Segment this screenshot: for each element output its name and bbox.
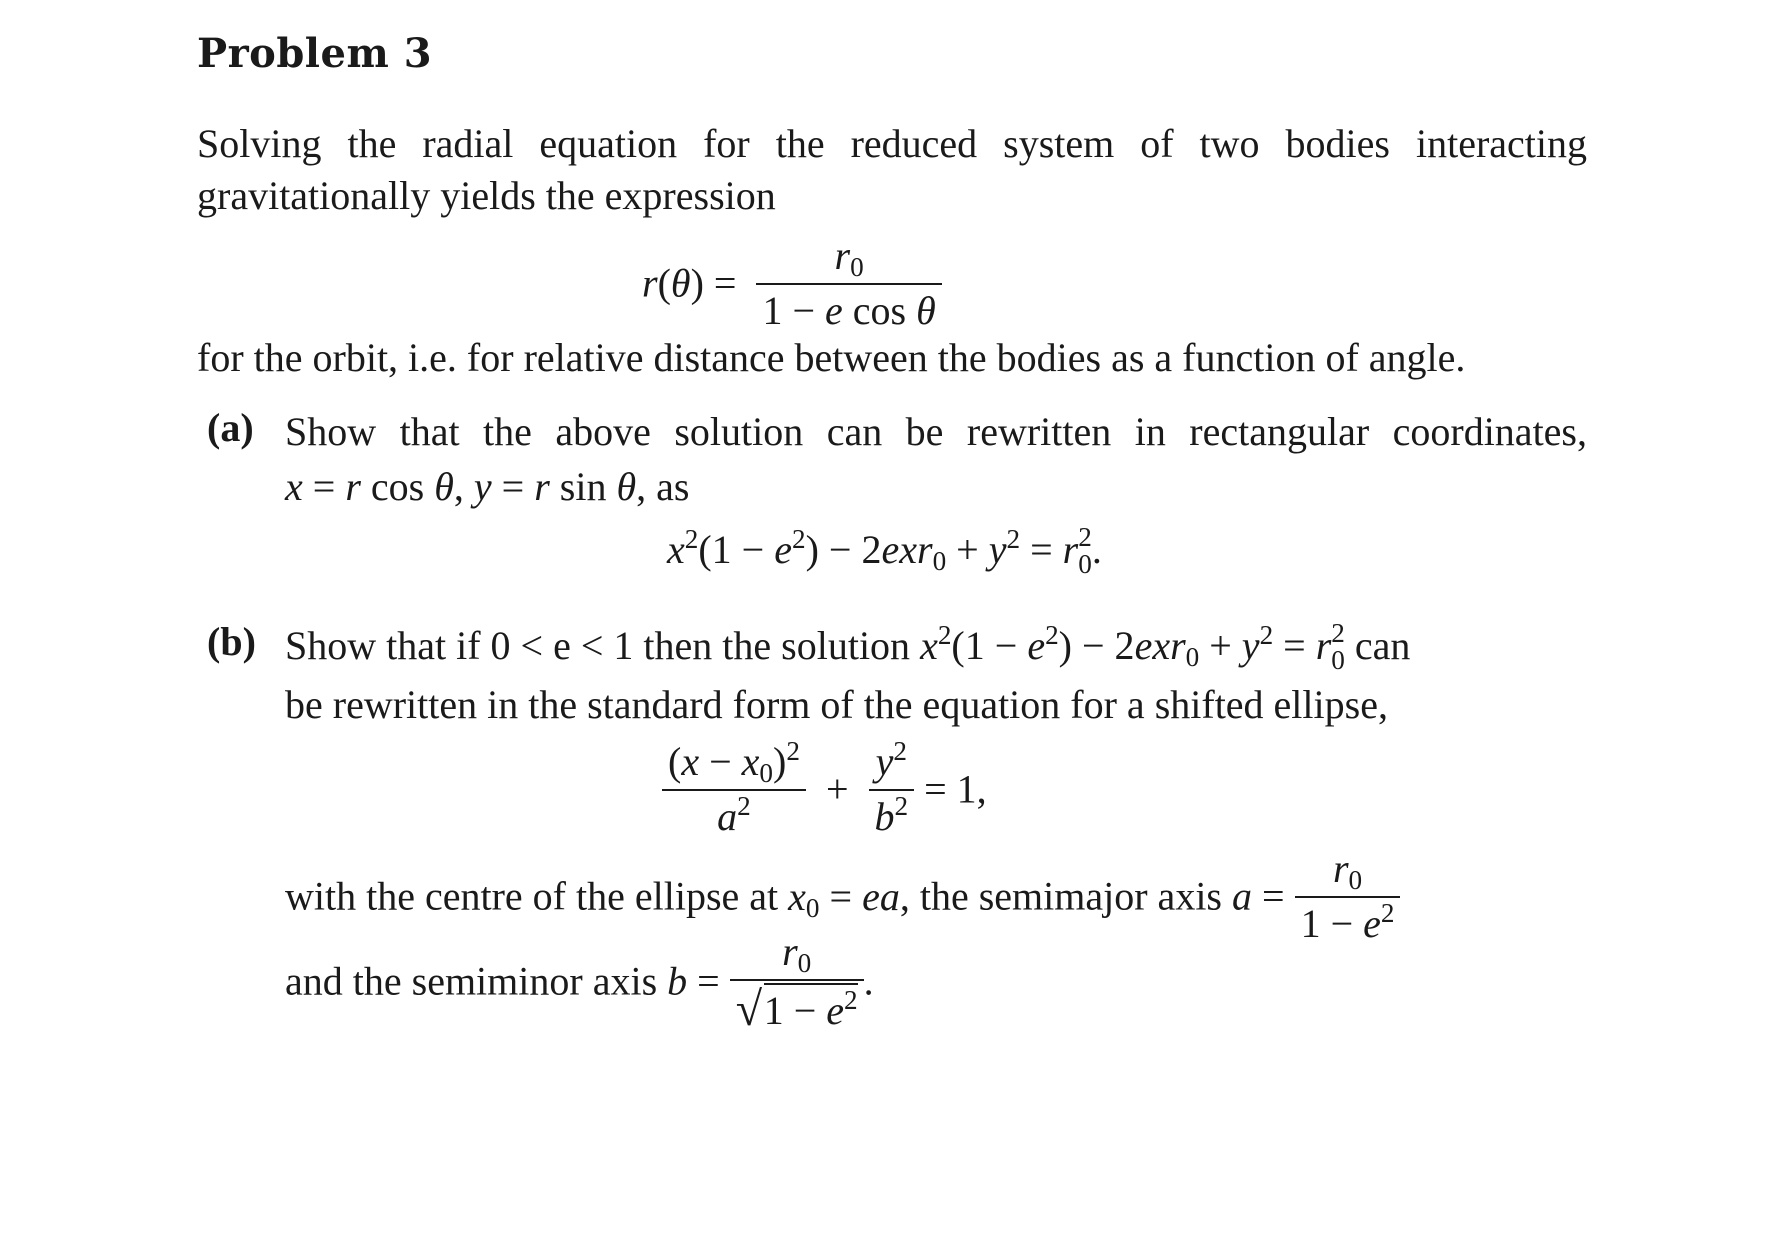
after-equation-text: for the orbit, i.e. for relative distance between the bodies as a function of angle. [197, 335, 1466, 380]
semiminor-fraction: $r_0$ √ $1 - e^2$ [730, 928, 864, 1034]
centre-semimajor-line: with the centre of the ellipse at $x_0$ = ea, the semimajor axis a = $\frac{r_0}{1 - e^2}$ [285, 845, 1587, 947]
part-b-label: (b) [207, 619, 256, 664]
ellipse-fraction-x: $\frac{(x - x_0)^2}{a^2}$ [662, 738, 806, 840]
semimajor-fraction: $\frac{r_0}{1 - e^2}$ [1295, 845, 1401, 947]
part-b-text [285, 618, 1587, 732]
equation-ellipse: $\frac{(x - x_0)^2}{a^2}$ + $\frac{y^2}{b^2}$ = 1, [662, 738, 987, 840]
part-a-label: (a) [207, 405, 254, 450]
ellipse-fraction-y: $\frac{y^2}{b^2}$ [869, 738, 915, 840]
part-b-line-2: be rewritten in the standard form of the equation for a shifted ellipse, [285, 682, 1388, 728]
part-a-line-2: x = r cos θ, y = r sin θ, as [285, 464, 690, 509]
equation-orbit: r(θ) = $\frac{r_0}{\text{1 − e cos θ}}$ [642, 232, 942, 334]
equation-rectangular: $x^2(1 - e^2) - 2exr_0 + y^2 = r$ 2 0 . [667, 521, 1102, 580]
intro-paragraph [197, 118, 1587, 222]
problem-title: Problem 3 [197, 30, 433, 77]
semiminor-line: and the semiminor axis b = $r_0$ √ $1 - e^2$ . [285, 929, 874, 1036]
intro-line-1: Solving the radial equation for the reduced system of two bodies interacting [197, 121, 1587, 166]
part-a-line-1: Show that the above solution can be rewritten in rectangular coordinates, [285, 409, 1587, 454]
part-b-line-1: Show that if 0 < e < 1 then the solution $x^2(1 - e^2) - 2exr_0 + y^2 = r$ 2 0 can [285, 617, 1411, 676]
intro-line-2: gravitationally yields the expression [197, 173, 776, 218]
orbit-fraction: $\frac{r_0}{\text{1 − e cos θ}}$ [756, 232, 941, 334]
part-a-text [285, 404, 1587, 514]
page [197, 0, 1587, 1236]
